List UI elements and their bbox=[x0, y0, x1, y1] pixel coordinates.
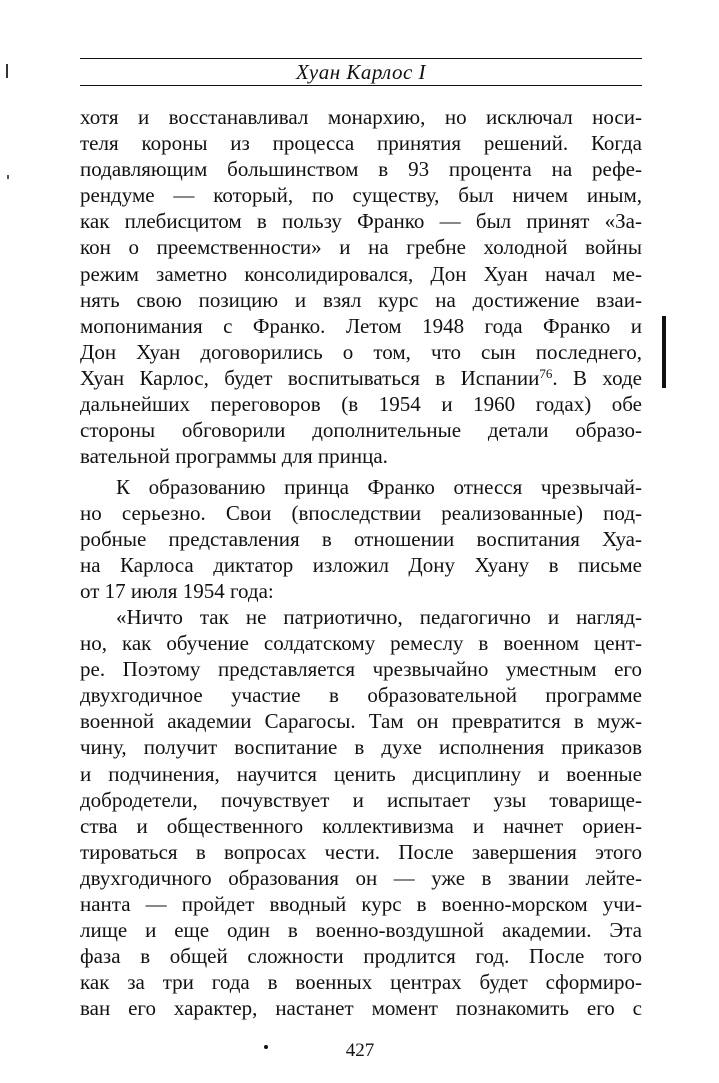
text-line: добродетели, почувствует и испытает узы товарище- bbox=[80, 787, 642, 812]
footer-dot bbox=[264, 1045, 268, 1049]
text-line: чину, получит воспитание в духе исполнения приказов bbox=[80, 735, 642, 760]
text-line: как за три года в военных центрах будет сформиро- bbox=[80, 970, 642, 995]
text-line: тироваться в вопросах чести. После завершения этого bbox=[80, 839, 642, 864]
text-line: К образованию принца Франко отнесся чрезвычай- bbox=[116, 475, 642, 499]
scan-edge-dot bbox=[7, 175, 9, 179]
paragraph-2 bbox=[80, 474, 642, 604]
header-rule-bottom bbox=[80, 85, 642, 86]
text-line: дальнейших переговоров (в 1954 и 1960 годах) обе bbox=[80, 392, 642, 417]
text-line: «Ничто так не патриотично, педагогично и нагляд- bbox=[116, 605, 642, 629]
text-line: от 17 июля 1954 года: bbox=[80, 579, 274, 604]
text-line: вательной программы для принца. bbox=[80, 444, 388, 469]
text-line: нанта — пройдет вводный курс в военно-морском учи- bbox=[80, 892, 642, 917]
text-line: двухгодичного образования он — уже в звании лейте- bbox=[80, 865, 642, 890]
page-number: 427 bbox=[345, 1040, 375, 1061]
text-line: нять свою позицию и взял курс на достижение взаи- bbox=[80, 287, 642, 312]
paragraph-1 bbox=[80, 104, 642, 469]
text-line-with-footnote bbox=[80, 365, 642, 391]
text-line: ван его характер, настанет момент познакомить его с bbox=[80, 996, 642, 1021]
text-line: как плебисцитом в пользу Франко — был принят «За- bbox=[80, 209, 642, 234]
margin-marker-bar bbox=[662, 316, 666, 388]
text-line: подавляющим большинством в 93 процента на рефе- bbox=[80, 157, 642, 182]
text-line: ре. Поэтому представляется чрезвычайно уместным его bbox=[80, 657, 642, 682]
text-line: но, как обучение солдатскому ремеслу в военном цент- bbox=[80, 631, 642, 656]
header-rule-top bbox=[80, 58, 642, 59]
text-line: рендуме — который, по существу, был ничем иным, bbox=[80, 183, 642, 208]
footnote-reference[interactable]: 76 bbox=[539, 365, 553, 381]
text-line: режим заметно консолидировался, Дон Хуан начал ме- bbox=[80, 261, 642, 286]
text-fragment: Хуан Карлос, будет воспитываться в Испании bbox=[80, 365, 540, 390]
text-line: но серьезно. Свои (впоследствии реализованные) под- bbox=[80, 501, 642, 526]
text-line: хотя и восстанавливал монархию, но исключал носи- bbox=[80, 105, 642, 129]
paragraph-3-quote bbox=[80, 604, 642, 1022]
text-line: двухгодичное участие в образовательной программе bbox=[80, 683, 642, 708]
text-line: робные представления в отношении воспитания Хуа- bbox=[80, 527, 642, 552]
text-line: лище и еще один в военно-воздушной академии. Эта bbox=[80, 918, 642, 943]
text-line: на Карлоса диктатор изложил Дону Хуану в письме bbox=[80, 553, 642, 578]
text-line: стороны обговорили дополнительные детали образо- bbox=[80, 418, 642, 443]
text-line: военной академии Сарагосы. Там он превратится в муж- bbox=[80, 709, 642, 734]
text-line: теля короны из процесса принятия решений. Когда bbox=[80, 131, 642, 156]
text-line: Дон Хуан договорились о том, что сын последнего, bbox=[80, 339, 642, 364]
text-line: фаза в общей сложности продлится год. После того bbox=[80, 944, 642, 969]
text-line: ства и общественного коллективизма и начнет ориен- bbox=[80, 813, 642, 838]
text-line: и подчинения, научится ценить дисциплину и военные bbox=[80, 761, 642, 786]
text-line: мопонимания с Франко. Летом 1948 года Франко и bbox=[80, 313, 642, 338]
text-fragment: . В ходе bbox=[552, 365, 642, 390]
running-head: Хуан Карлос I bbox=[295, 60, 427, 84]
text-line: кон о преемственности» и на гребне холодной войны bbox=[80, 235, 642, 260]
scan-edge-mark bbox=[6, 64, 8, 78]
